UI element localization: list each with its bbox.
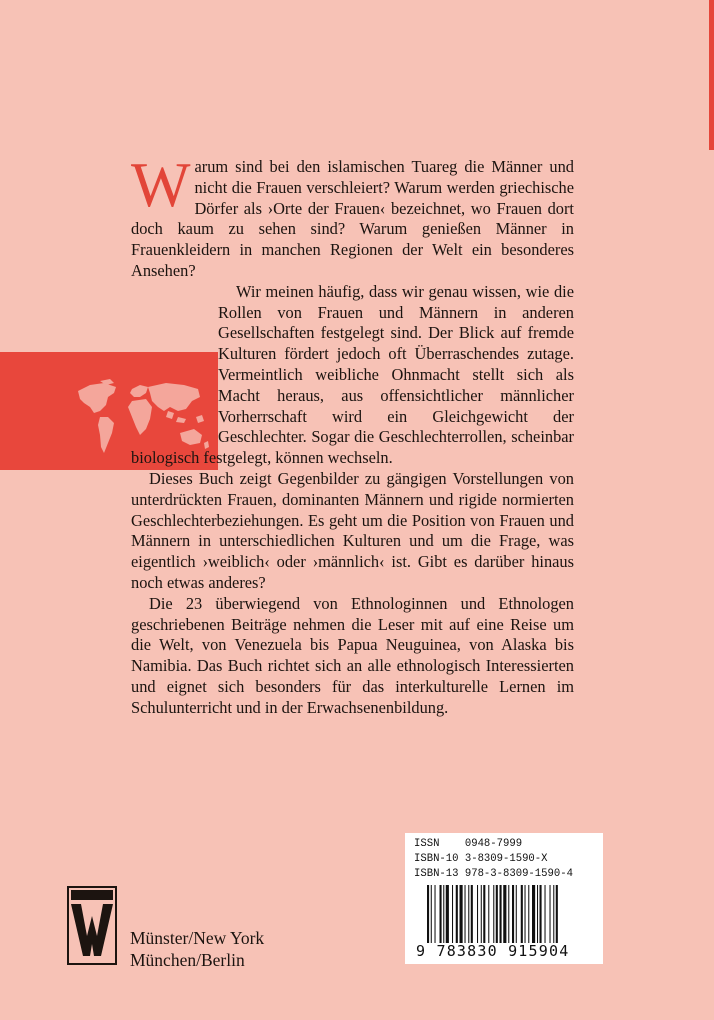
barcode-panel: [405, 833, 603, 964]
blurb-paragraph-2: [131, 282, 574, 469]
edge-accent-rule: [709, 0, 714, 150]
waxmann-logo-icon: [67, 886, 117, 965]
blurb-paragraph-2-text: Wir meinen häufig, dass wir genau wissen, wie die Rollen von Frauen und Männern in anderen Gesellschaften festgelegt sind. Der Blick auf fremde Kulturen fördert jedoch oft Überraschendes zutage. Vermeintlich weibliche Ohnmacht stellt sich als Macht heraus, aus offensichtlicher männlicher Vorherrschaft wird ein Gleichgewicht der Geschlechter. Sogar die Geschlechterrollen, scheinbar biologisch festgelegt, können wechseln.: [131, 281, 574, 468]
blurb-paragraph-1-text: arum sind bei den islamischen Tuareg die Männer und nicht die Frauen verschleiert? Warum werden griechische Dörfer als ›Orte der Frauen‹ bezeichnet, wo Frauen dort doch kaum zu sehen sind? Warum genießen Männer in Frauenkleidern in manchen Regionen der Welt ein besonderes Ansehen?: [131, 157, 574, 280]
issn-line: ISSN 0948-7999: [414, 838, 523, 850]
drop-cap: W: [131, 150, 191, 220]
blurb-paragraph-4: Die 23 überwiegend von Ethnologinnen und Ethnologen geschriebenen Beiträge nehmen die Leser mit auf eine Reise um die Welt, von Venezuela bis Papua Neuguinea, von Alaska bis Namibia. Das Buch richtet sich an alle ethnologisch Interessierten und eignet sich besonders für das interkulturelle Lernen im Schulunterricht und in der Erwachsenenbildung.: [131, 593, 574, 717]
publisher-locations: [130, 927, 264, 971]
back-cover-blurb: [131, 150, 574, 719]
blurb-paragraph-3: Dieses Buch zeigt Gegenbilder zu gängigen Vorstellungen von unterdrückten Frauen, dominanten Männern und rigide normierten Geschlechterbeziehungen. Es geht um die Position von Frauen und Männern in unterschiedlichen Kulturen und um die Frage, was eigentlich ›weiblich‹ oder ›männlich‹ ist. Gibt es darüber hinaus noch etwas anderes?: [131, 468, 574, 592]
barcode-number: 9 783830 915904: [416, 942, 570, 960]
isbn10-line: ISBN-10 3-8309-1590-X: [414, 853, 548, 865]
isbn13-line: ISBN-13 978-3-8309-1590-4: [414, 868, 573, 880]
publisher-line-1: Münster/New York: [130, 928, 265, 948]
identifier-lines: [414, 837, 573, 882]
blurb-paragraph-1: [131, 150, 574, 282]
barcode-icon: [427, 885, 591, 943]
publisher-line-2: München/Berlin: [130, 950, 245, 970]
